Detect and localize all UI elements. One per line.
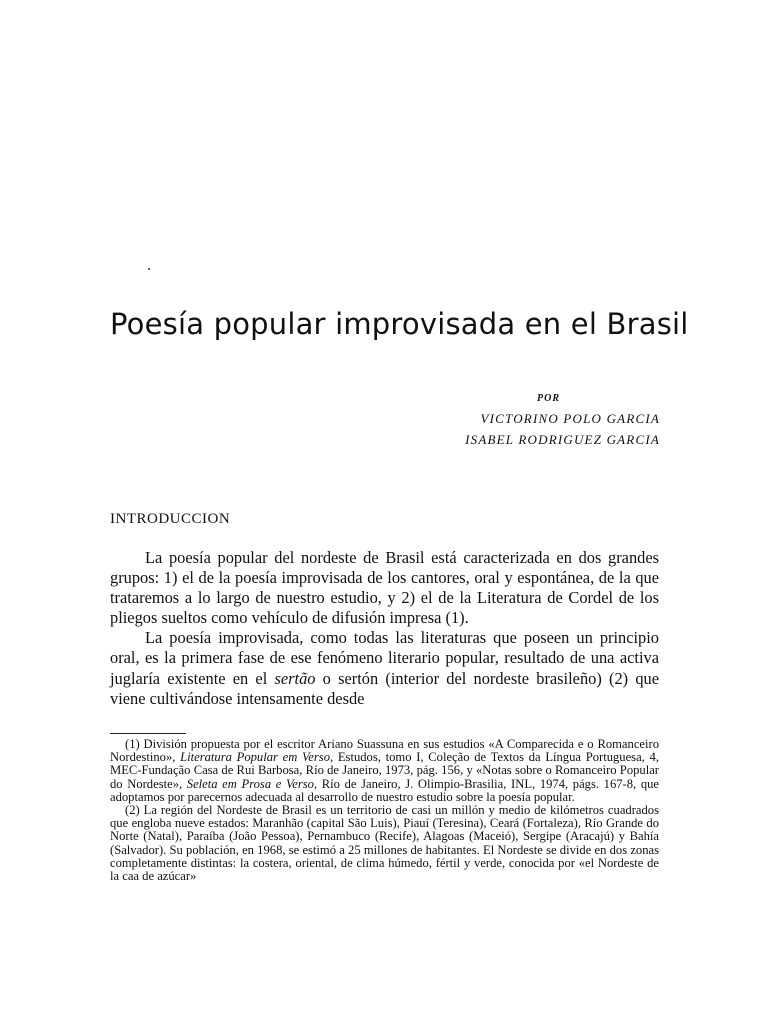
- text-run: La poesía popular del nordeste de Brasil está caracterizada en dos grandes grupos: 1) el de la poesía improvisada de los cantores, oral y espontánea, de la que trataremos a lo largo de nuestro estudio, y 2) el de la Literatura de Cordel de los pliegos sueltos como vehículo de difusión impresa (1).: [110, 548, 659, 628]
- author-name: VICTORINO POLO GARCIA: [480, 411, 660, 426]
- article-title: Poesía popular improvisada en el Brasil: [110, 307, 689, 341]
- footnotes: [110, 738, 659, 883]
- byline-por: POR: [537, 393, 560, 404]
- body-text: [110, 548, 659, 709]
- stray-mark: [148, 268, 150, 270]
- paragraph: [110, 628, 659, 708]
- byline: [465, 393, 660, 450]
- text-run: (2) La región del Nordeste de Brasil es un territorio de casi un millón y medio de kilómetros cuadrados que engloba nueve estados: Maranhão (capital São Luis), Piauí (Teresina), Ceará (Fortaleza), Río Grande do Norte (Natal), Paraíba (João Pessoa), Pernambuco (Recife), Alagoas (Maceió), Sergipe (Aracajú) y Bahía (Salvador). Su población, en 1968, se estimó a 25 millones de habitantes. El Nordeste se divide en dos zonas completamente distintas: la costera, oriental, de clima húmedo, fértil y verde, conocida por «el Nordeste de la caa de azúcar»: [110, 803, 659, 884]
- paragraph: [110, 548, 659, 628]
- italic-title: Seleta em Prosa e Verso: [186, 776, 314, 791]
- section-heading: INTRODUCCION: [110, 511, 231, 527]
- footnote: [110, 738, 659, 804]
- text-run: (1) División propuesta por el escritor Ariano Suassuna en sus estudios «A Comparecida e o Romanceiro Nordestino»,: [110, 737, 659, 765]
- italic-term: sertão: [274, 668, 316, 688]
- author-name: ISABEL RODRIGUEZ GARCIA: [465, 432, 660, 447]
- footnote-divider: [110, 733, 186, 734]
- text-run: La poesía improvisada, como todas las literaturas que poseen un principio oral, es la primera fase de ese fenómeno literario popular, resultado de una activa juglaría existente en el: [110, 628, 659, 688]
- footnote: [110, 804, 659, 883]
- text-run: , Estudos, tomo I, Coleção de Textos da Língua Portuguesa, 4, MEC-Fundação Casa de Rui Barbosa, Río de Janeiro, 1973, pág. 156, y «Notas sobre o Romanceiro Popular do Nordeste»,: [110, 750, 659, 791]
- text-run: o sertón (interior del nordeste brasileño) (2) que viene cultivándose intensamente desde: [110, 668, 659, 708]
- text-run: , Río de Janeiro, J. Olimpio-Brasilia, INL, 1974, págs. 167-8, que adoptamos por parecernos adecuada al desarrollo de nuestro estudio sobre la poesía popular.: [110, 776, 659, 804]
- italic-title: Literatura Popular em Verso: [180, 750, 330, 765]
